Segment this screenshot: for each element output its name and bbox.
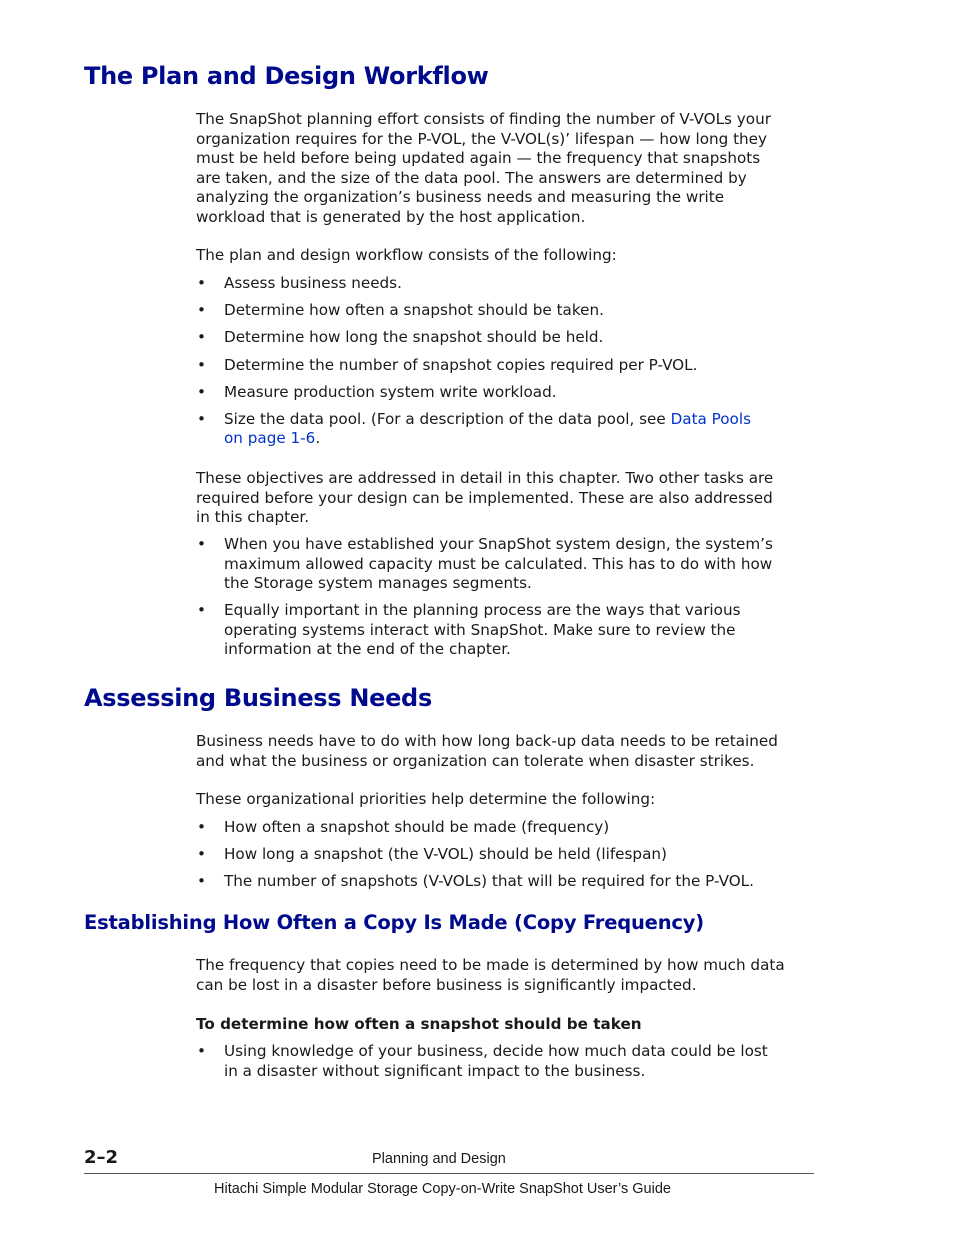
paragraph-priorities-lead: These organizational priorities help determine the following:: [196, 790, 656, 808]
section-heading-assessing-business-needs: Assessing Business Needs: [84, 684, 432, 712]
paragraph-workflow-lead: The plan and design workflow consists of the following:: [196, 246, 617, 264]
text-span: Size the data pool. (For a description of the data pool, see: [224, 409, 671, 428]
list-item: • The number of snapshots (V-VOLs) that will be required for the P-VOL.: [196, 872, 821, 892]
priorities-list: [196, 818, 821, 900]
paragraph-planning-effort: [196, 110, 821, 227]
list-item: [196, 410, 821, 449]
text-line: required before your design can be implemented. These are also addressed: [196, 488, 773, 507]
list-item: • Measure production system write workload.: [196, 383, 821, 403]
workflow-list: [196, 274, 821, 457]
text-line: workload that is generated by the host application.: [196, 207, 586, 226]
list-item: • Determine the number of snapshot copies required per P-VOL.: [196, 356, 821, 376]
text-line: Business needs have to do with how long back-up data needs to be retained: [196, 732, 778, 750]
text-line: analyzing the organization’s business needs and measuring the write: [196, 188, 725, 206]
page-number: 2–2: [84, 1147, 119, 1168]
paragraph-objectives: [196, 469, 821, 528]
tasks-list: [196, 535, 821, 667]
list-item: • How often a snapshot should be made (frequency): [196, 818, 821, 838]
text-line: These objectives are addressed in detail in this chapter. Two other tasks are: [196, 469, 774, 487]
chapter-title: Planning and Design: [372, 1151, 506, 1167]
list-item: • How long a snapshot (the V-VOL) should be held (lifespan): [196, 845, 821, 865]
procedure-title: To determine how often a snapshot should be taken: [196, 1015, 642, 1033]
text-line: and what the business or organization can tolerate when disaster strikes.: [196, 751, 755, 770]
list-item: • Using knowledge of your business, decide how much data could be lost in a disaster without significant impact to the business.: [196, 1042, 821, 1081]
subsection-heading-copy-frequency: Establishing How Often a Copy Is Made (Copy Frequency): [84, 911, 704, 934]
list-item: • When you have established your SnapShot system design, the system’s maximum allowed capacity must be calculated. This has to do with how the Storage system manages segments.: [196, 535, 821, 594]
section-heading-plan-design-workflow: The Plan and Design Workflow: [84, 62, 489, 90]
text-line: The frequency that copies need to be made is determined by how much data: [196, 956, 785, 974]
data-pools-link[interactable]: Data Pools: [670, 409, 751, 428]
text-line: The SnapShot planning effort consists of finding the number of V-VOLs your: [196, 110, 771, 128]
list-item: • Assess business needs.: [196, 274, 821, 294]
list-item: • Determine how long the snapshot should be held.: [196, 328, 821, 348]
paragraph-copy-frequency: [196, 956, 821, 995]
text-line: organization requires for the P-VOL, the V-VOL(s)’ lifespan — how long they: [196, 129, 768, 148]
text-line: are taken, and the size of the data pool. The answers are determined by: [196, 168, 747, 187]
text-line: must be held before being updated again — the frequency that snapshots: [196, 149, 761, 167]
text-line: can be lost in a disaster before business is significantly impacted.: [196, 975, 697, 994]
text-span: .: [315, 429, 321, 448]
footer-divider: [84, 1173, 814, 1174]
text-line: in this chapter.: [196, 508, 310, 526]
data-pools-page-link[interactable]: on page 1-6: [224, 429, 316, 448]
paragraph-business-needs: [196, 732, 821, 771]
book-title: Hitachi Simple Modular Storage Copy-on-Write SnapShot User’s Guide: [214, 1181, 671, 1197]
list-item: • Equally important in the planning process are the ways that various operating systems interact with SnapShot. Make sure to review the information at the end of the chapter.: [196, 601, 821, 660]
procedure-list: [196, 1042, 821, 1089]
list-item: • Determine how often a snapshot should be taken.: [196, 301, 821, 321]
